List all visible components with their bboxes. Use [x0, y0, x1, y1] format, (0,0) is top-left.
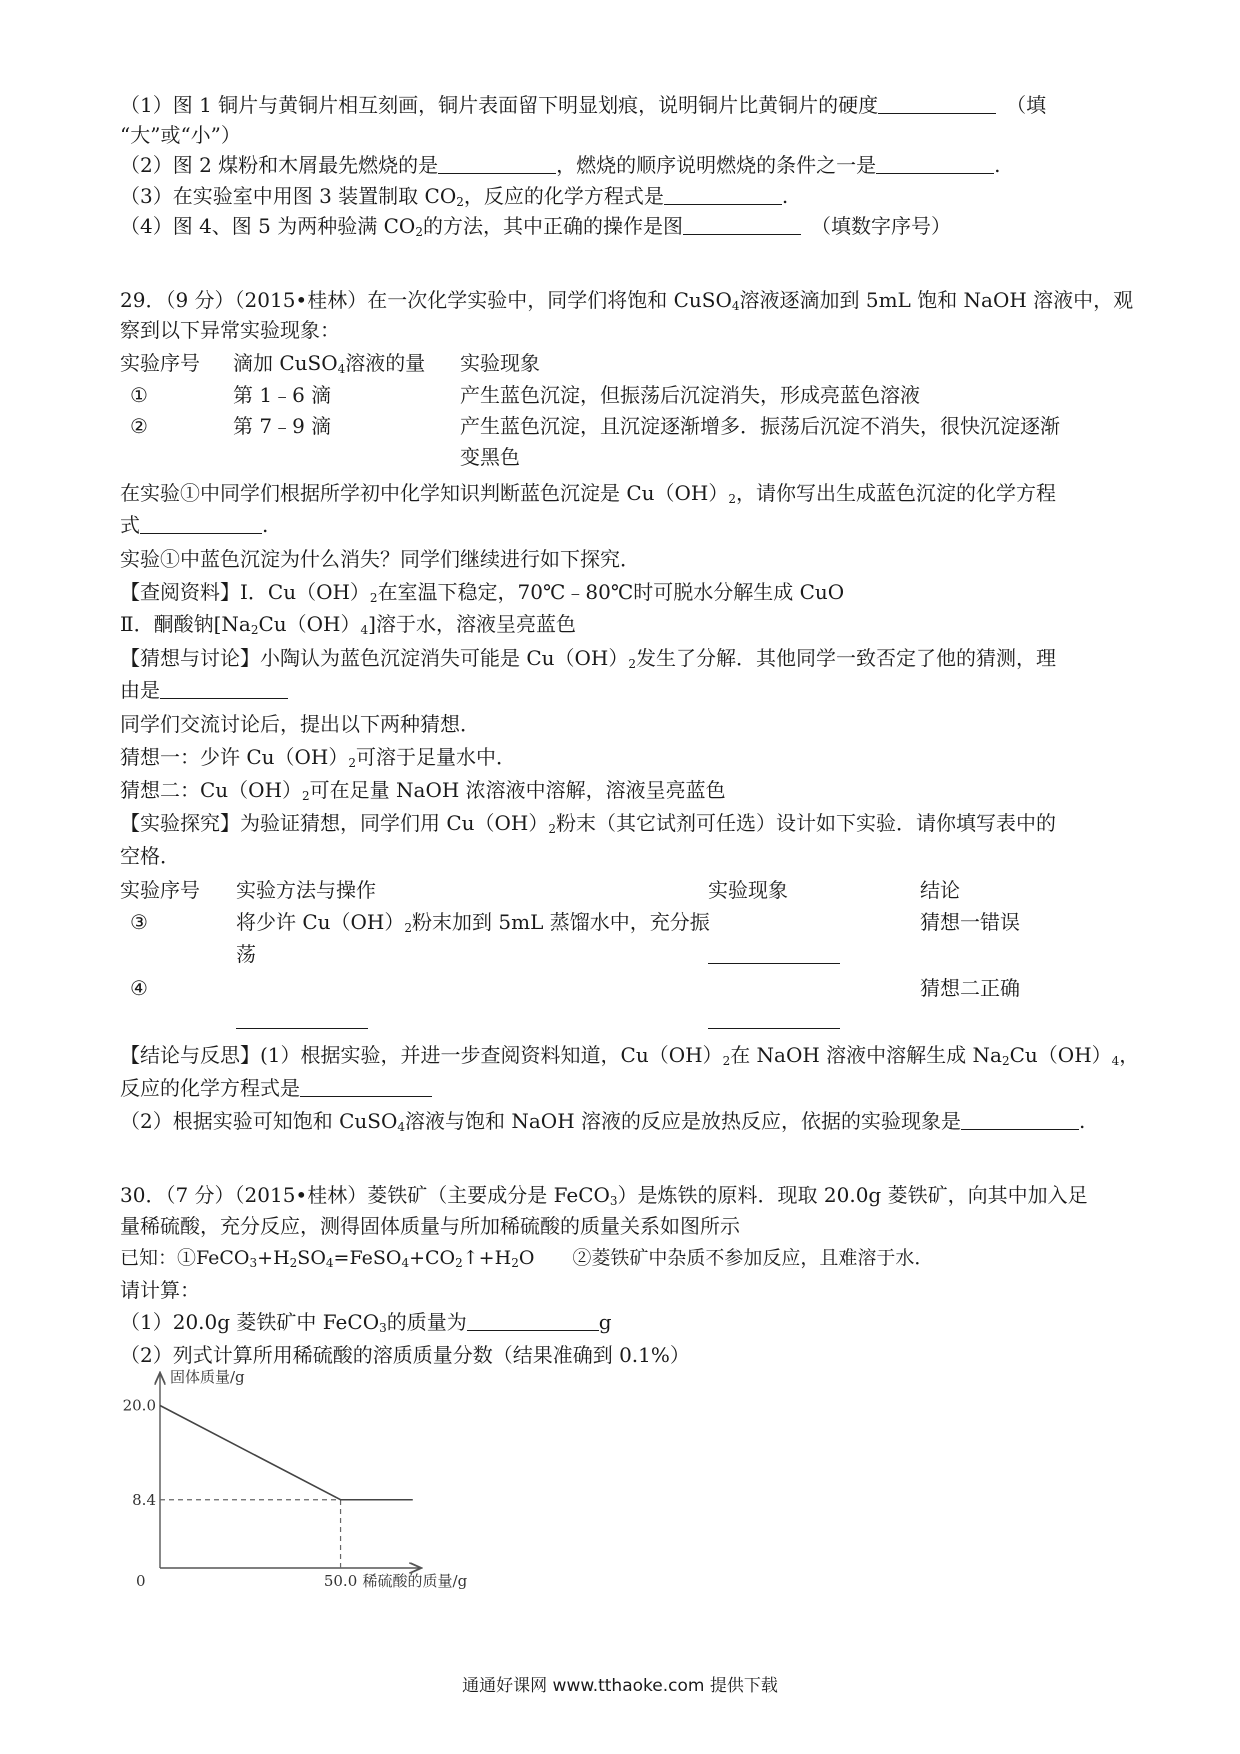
q29-reference-2: Ⅱ．酮酸钠$[Na_2Cu(OH)_4]$溶于水，溶液呈亮蓝色: [120, 612, 576, 637]
answer-blank[interactable]: [683, 216, 801, 235]
table1-row2-id: ②: [130, 414, 148, 438]
q30-sub-2: （2）列式计算所用稀硫酸的溶质质量分数（结果准确到 0.1%）: [120, 1343, 690, 1367]
table1-row1-id: ①: [130, 383, 148, 407]
answer-blank[interactable]: [876, 155, 994, 174]
q30-sub-1: （1）20.0g 菱铁矿中 FeCO$_3$的质量为 g: [120, 1310, 612, 1335]
table2-row1-id: ③: [130, 910, 148, 934]
table2-row2-method-blank[interactable]: [236, 1028, 368, 1029]
table1-header-col1: 实验序号: [120, 351, 200, 375]
series-line: [160, 1406, 413, 1500]
answer-blank[interactable]: [664, 186, 782, 205]
q29-conclusion-2: 反应的化学方程式是: [120, 1078, 432, 1098]
table2-row2-id: ④: [130, 976, 148, 1000]
q29-para-2: 式 .: [120, 513, 269, 537]
table2-row2-observation-blank[interactable]: [708, 1028, 840, 1029]
table2-row1-method: 将少许 $Cu(OH)_2$粉末加到 5mL 蒸馏水中，充分振: [236, 910, 710, 935]
q28-line-1b: “大”或“小”）: [120, 123, 241, 147]
q29-conclusion-1: 【结论与反思】(1）根据实验，并进一步查阅资料知道，$Cu(OH)_2$在 NaOH 溶液中溶解生成 $Na_2Cu(OH)_4$，: [120, 1043, 1140, 1068]
q30-header-1: 30．（7 分）（2015•桂林）菱铁矿（主要成分是 FeCO$_3$）是炼铁的原料．现取 20.0g 菱铁矿，向其中加入足: [120, 1183, 1088, 1208]
answer-blank[interactable]: [160, 680, 288, 699]
q29-conclusion-3: （2）根据实验可知饱和 CuSO$_4$溶液与饱和 NaOH 溶液的反应是放热反应，依据的实验现象是 .: [120, 1109, 1086, 1134]
table1-row1-observation: 产生蓝色沉淀，但振荡后沉淀消失，形成亮蓝色溶液: [460, 383, 920, 407]
y-tick-label: 8.4: [132, 1490, 156, 1509]
q29-guess-5: 猜想二：$Cu(OH)_2$可在足量 NaOH 浓溶液中溶解，溶液呈亮蓝色: [120, 778, 726, 803]
q29-header-1: 29．（9 分）（2015•桂林）在一次化学实验中，同学们将饱和 CuSO$_4$溶液逐滴加到 5mL 饱和 NaOH 溶液中，观: [120, 288, 1134, 313]
x-tick-label: 50.0: [323, 1572, 358, 1590]
q28-line-2: （2）图 2 煤粉和木屑最先燃烧的是 ，燃烧的顺序说明燃烧的条件之一是 .: [120, 153, 1001, 177]
q30-known: 已知：$①FeCO_3+H_2SO_4=FeSO_4+CO_2↑+H_2O$ ②菱铁矿中杂质不参加反应，且难溶于水．: [120, 1247, 934, 1270]
solid-mass-chart: [110, 1368, 468, 1590]
table2-header-col2: 实验方法与操作: [236, 878, 376, 902]
q29-header-2: 察到以下异常实验现象：: [120, 318, 340, 342]
q29-guess-1: 【猜想与讨论】小陶认为蓝色沉淀消失可能是 $Cu(OH)_2$发生了分解．其他同学一致否定了他的猜测，理: [120, 646, 1057, 671]
y-axis-label: 固体质量/g: [170, 1368, 245, 1386]
answer-blank[interactable]: [140, 515, 262, 534]
table1-row2-observation: 产生蓝色沉淀，且沉淀逐渐增多．振荡后沉淀不消失，很快沉淀逐渐: [460, 414, 1060, 438]
answer-blank[interactable]: [467, 1312, 599, 1331]
page-footer: 通通好课网 www.tthaoke.com 提供下载: [462, 1676, 778, 1696]
table1-header-col3: 实验现象: [460, 351, 540, 375]
q29-guess-3: 同学们交流讨论后，提出以下两种猜想．: [120, 712, 480, 736]
answer-blank[interactable]: [878, 95, 996, 114]
answer-blank[interactable]: [300, 1078, 432, 1097]
q29-para-1: 在实验①中同学们根据所学初中化学知识判断蓝色沉淀是 $Cu(OH)_2$，请你写出生成蓝色沉淀的化学方程: [120, 481, 1057, 506]
q30-compute-label: 请计算：: [120, 1278, 200, 1302]
table2-header-col4: 结论: [920, 878, 960, 902]
table1-row2-observation-cont: 变黑色: [460, 445, 520, 469]
table1-row2-amount: 第 7﹣9 滴: [233, 414, 332, 438]
table2-row2-conclusion: 猜想二正确: [920, 976, 1020, 1000]
q28-line-4: （4）图 4、图 5 为两种验满 $CO_2$的方法，其中正确的操作是图 （填数字序号）: [120, 214, 951, 239]
table2-row1-method-cont: 荡: [236, 942, 256, 966]
answer-blank[interactable]: [438, 155, 556, 174]
q29-para-3: 实验①中蓝色沉淀为什么消失？同学们继续进行如下探究．: [120, 547, 640, 571]
table2-header-col3: 实验现象: [708, 878, 788, 902]
q29-explore-1: 【实验探究】为验证猜想，同学们用 $Cu(OH)_2$粉末（其它试剂可任选）设计如下实验．请你填写表中的: [120, 811, 1057, 836]
table2-row1-conclusion: 猜想一错误: [920, 910, 1020, 934]
table2-row1-observation-blank[interactable]: [708, 963, 840, 964]
origin-label: 0: [136, 1572, 146, 1590]
y-tick-label: 20.0: [122, 1396, 156, 1415]
x-axis-label: 稀硫酸的质量/g: [362, 1572, 468, 1590]
q28-line-1: （1）图 1 铜片与黄铜片相互刻画，铜片表面留下明显划痕，说明铜片比黄铜片的硬度 （填: [120, 93, 1047, 117]
q28-line-3: （3）在实验室中用图 3 装置制取 $CO_2$，反应的化学方程式是 .: [120, 184, 789, 209]
q29-reference-1: 【查阅资料】Ⅰ．$Cu(OH)_2$在室温下稳定，70℃﹣80℃时可脱水分解生成 CuO: [120, 580, 845, 605]
q29-guess-4: 猜想一：少许 $Cu(OH)_2$可溶于足量水中．: [120, 745, 517, 770]
q29-explore-2: 空格．: [120, 844, 180, 868]
table2-header-col1: 实验序号: [120, 878, 200, 902]
table1-row1-amount: 第 1﹣6 滴: [233, 383, 332, 407]
q29-guess-2: 由是: [120, 680, 288, 700]
q30-header-2: 量稀硫酸，充分反应，测得固体质量与所加稀硫酸的质量关系如图所示: [120, 1214, 740, 1238]
answer-blank[interactable]: [961, 1111, 1079, 1130]
table1-header-col2: 滴加 CuSO$_4$溶液的量: [233, 351, 426, 376]
